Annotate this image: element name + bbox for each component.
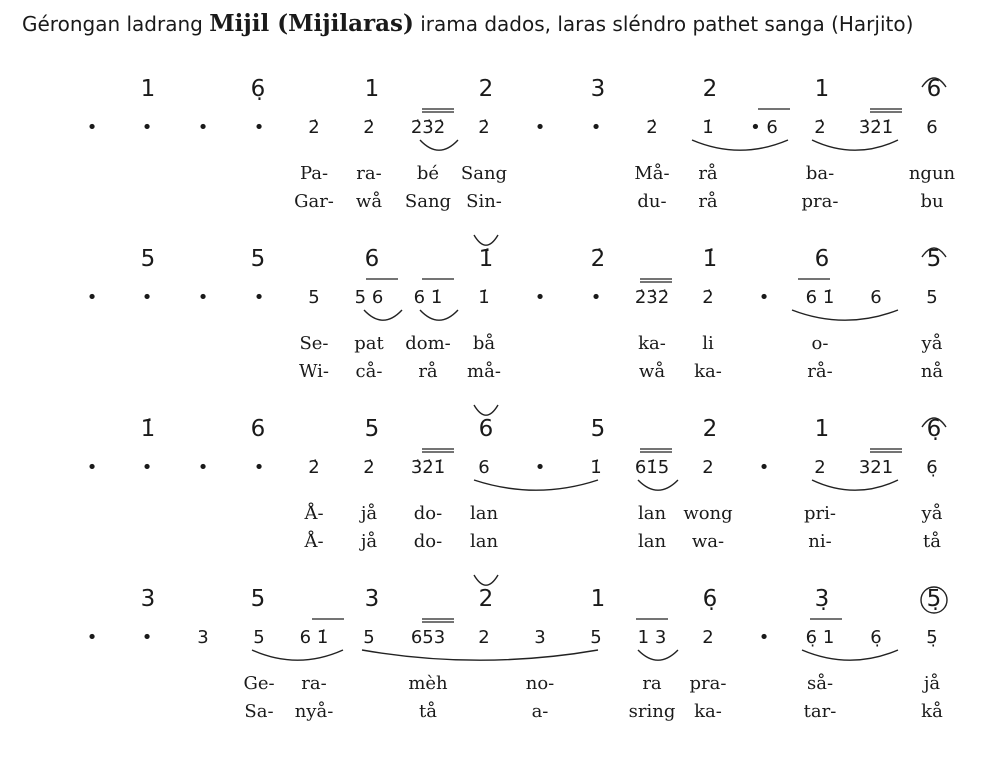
notation-system-2 xyxy=(0,245,1000,425)
balungan-note: 1̇ xyxy=(140,416,156,442)
lyric-line1-syllable: pri- xyxy=(804,503,836,524)
balungan-note: 1 xyxy=(364,76,380,102)
lyric-line1-syllable: ra xyxy=(642,673,662,694)
vocal-note: • xyxy=(197,457,209,478)
lyric-line2-syllable: lan xyxy=(637,531,667,552)
lyric-line1-syllable: rå xyxy=(698,163,718,184)
vocal-note: 5 xyxy=(590,627,602,648)
note-grouping-bar xyxy=(810,618,842,622)
vocal-note: • 6 xyxy=(750,117,778,138)
vocal-note: 6 1̇ xyxy=(299,627,329,648)
lyric-line2-syllable: Wi- xyxy=(298,361,330,382)
vocal-note: 2 xyxy=(702,627,714,648)
lyric-line1-syllable: bå xyxy=(472,333,496,354)
vocal-note: • xyxy=(534,117,546,138)
note-grouping-bar xyxy=(798,278,830,282)
balungan-note: 3̣ xyxy=(814,586,830,612)
page-title xyxy=(22,10,913,37)
melisma-slur xyxy=(362,308,404,322)
vocal-note: • xyxy=(141,287,153,308)
vocal-note: • xyxy=(141,627,153,648)
lyric-line1-syllable: lan xyxy=(469,503,499,524)
note-grouping-bar xyxy=(422,448,454,455)
melisma-slur xyxy=(810,478,900,492)
lyric-line2-syllable: ka- xyxy=(694,361,722,382)
lyric-line2-syllable: wa- xyxy=(691,531,725,552)
lyric-line2-syllable: Sa- xyxy=(244,701,274,722)
balungan-note: 5 xyxy=(926,246,942,272)
balungan-note: 2 xyxy=(702,76,718,102)
note-grouping-bar xyxy=(422,278,454,282)
vocal-note: 3̇2̇1̇ xyxy=(858,117,894,138)
notation-system-1 xyxy=(0,75,1000,255)
balungan-note: 1̇ xyxy=(478,246,494,272)
lyric-line1-syllable: pat xyxy=(354,333,384,354)
melisma-slur xyxy=(360,648,600,662)
lyric-line2-syllable: Gar- xyxy=(294,191,334,212)
vocal-note: • xyxy=(758,287,770,308)
vocal-note: 1̇ xyxy=(590,457,602,478)
melisma-slur xyxy=(418,138,460,152)
vocal-note: • xyxy=(758,627,770,648)
lyric-line1-syllable: wong xyxy=(683,503,733,524)
lyric-line1-syllable: mèh xyxy=(408,673,448,694)
melisma-slur xyxy=(636,648,680,662)
melisma-slur xyxy=(418,308,460,322)
title-prefix: Gérongan ladrang xyxy=(22,12,210,36)
note-grouping-bar xyxy=(758,108,790,112)
vocal-note: 3 xyxy=(534,627,546,648)
vocal-note: 5 xyxy=(253,627,265,648)
vocal-note: 2̇ xyxy=(478,117,490,138)
balungan-note: 3 xyxy=(590,76,606,102)
balungan-note: 6 xyxy=(478,416,494,442)
vocal-note: • xyxy=(534,287,546,308)
vocal-note: 5 xyxy=(308,287,320,308)
lyric-line2-syllable: sring xyxy=(628,701,676,722)
gong-mark xyxy=(920,75,948,89)
vocal-note: • xyxy=(534,457,546,478)
lyric-line2-syllable: nå xyxy=(920,361,944,382)
note-grouping-bar xyxy=(870,448,902,455)
balungan-note: 5 xyxy=(590,416,606,442)
vocal-note: 5 6 xyxy=(354,287,384,308)
lyric-line1-syllable: Må- xyxy=(634,163,670,184)
vocal-note: 6̣ 1 xyxy=(805,627,835,648)
lyric-line2-syllable: cå- xyxy=(355,361,383,382)
balungan-note: 1 xyxy=(814,76,830,102)
lyric-line1-syllable: ra- xyxy=(356,163,382,184)
balungan-note: 6̣ xyxy=(702,586,718,612)
lyric-line2-syllable: wå xyxy=(355,191,383,212)
vocal-note: 1 3 xyxy=(637,627,667,648)
lyric-line2-syllable: do- xyxy=(413,531,443,552)
lyric-line1-syllable: bé xyxy=(416,163,440,184)
balungan-note: 5 xyxy=(250,246,266,272)
gong-circle xyxy=(919,585,949,615)
kenong-mark xyxy=(472,233,500,247)
balungan-note: 6 xyxy=(364,246,380,272)
melisma-slur xyxy=(800,648,900,662)
balungan-note: 3 xyxy=(140,586,156,612)
lyric-line1-syllable: dom- xyxy=(405,333,451,354)
balungan-note: 1 xyxy=(590,586,606,612)
title-piece-name: Mijil (Mijilaras) xyxy=(209,10,414,37)
melisma-slur xyxy=(690,138,790,152)
balungan-note: 2 xyxy=(478,76,494,102)
vocal-note: 2̇ xyxy=(308,457,320,478)
balungan-note: 2 xyxy=(478,586,494,612)
vocal-note: 6 1̇ xyxy=(413,287,443,308)
balungan-note: 1̇ xyxy=(702,246,718,272)
balungan-note: 5̣ xyxy=(926,586,942,612)
vocal-note: 6 xyxy=(870,287,882,308)
notation-system-3 xyxy=(0,415,1000,595)
vocal-note: • xyxy=(590,287,602,308)
lyric-line1-syllable: li xyxy=(702,333,714,354)
balungan-note: 6 xyxy=(926,76,942,102)
vocal-note: • xyxy=(197,287,209,308)
vocal-note: • xyxy=(86,457,98,478)
vocal-note: 653 xyxy=(410,627,446,648)
vocal-note: 2 xyxy=(702,457,714,478)
vocal-note: • xyxy=(590,117,602,138)
vocal-note: 6 1̇ xyxy=(805,287,835,308)
vocal-note: 1̇ xyxy=(478,287,490,308)
vocal-note: 6̣ xyxy=(870,627,882,648)
lyric-line2-syllable: rå xyxy=(418,361,438,382)
lyric-line1-syllable: lan xyxy=(637,503,667,524)
vocal-note: 2̇ xyxy=(363,117,375,138)
lyric-line1-syllable: ka- xyxy=(638,333,666,354)
lyric-line2-syllable: Å- xyxy=(304,531,324,552)
lyric-line2-syllable: ka- xyxy=(694,701,722,722)
vocal-note: 2 xyxy=(814,457,826,478)
balungan-note: 1 xyxy=(140,76,156,102)
vocal-note: 2̇3̇2̇ xyxy=(634,287,670,308)
vocal-note: 6̣ xyxy=(926,457,938,478)
lyric-line1-syllable: jå xyxy=(360,503,378,524)
lyric-line1-syllable: yå xyxy=(921,503,943,524)
balungan-note: 5 xyxy=(250,586,266,612)
vocal-note: 2 xyxy=(478,627,490,648)
balungan-note: 6̣ xyxy=(926,416,942,442)
balungan-note: 2̇ xyxy=(590,246,606,272)
lyric-line1-syllable: yå xyxy=(921,333,943,354)
melisma-slur xyxy=(472,478,600,492)
gong-mark xyxy=(920,245,948,259)
lyric-line1-syllable: ba- xyxy=(805,163,835,184)
vocal-note: • xyxy=(141,117,153,138)
note-grouping-bar xyxy=(366,278,398,282)
lyric-line1-syllable: Sang xyxy=(460,163,508,184)
vocal-note: 61̇5 xyxy=(634,457,670,478)
note-grouping-bar xyxy=(422,108,454,115)
vocal-note: • xyxy=(86,117,98,138)
lyric-line1-syllable: ra- xyxy=(301,673,327,694)
lyric-line2-syllable: må- xyxy=(467,361,501,382)
note-grouping-bar xyxy=(422,618,454,625)
lyric-line1-syllable: pra- xyxy=(689,673,727,694)
lyric-line1-syllable: så- xyxy=(806,673,834,694)
vocal-note: • xyxy=(253,287,265,308)
note-grouping-bar xyxy=(870,108,902,115)
lyric-line2-syllable: bu xyxy=(920,191,944,212)
balungan-note: 6̣ xyxy=(250,76,266,102)
kenong-mark xyxy=(472,403,500,417)
title-suffix: irama dados, laras sléndro pathet sanga (Harjito) xyxy=(413,12,914,36)
lyric-line1-syllable: ngun xyxy=(908,163,956,184)
lyric-line2-syllable: jå xyxy=(360,531,378,552)
balungan-note: 6 xyxy=(814,246,830,272)
lyric-line1-syllable: no- xyxy=(525,673,555,694)
vocal-note: • xyxy=(253,457,265,478)
vocal-note: 2̇ xyxy=(702,287,714,308)
balungan-note: 5 xyxy=(364,416,380,442)
vocal-note: 5 xyxy=(926,287,938,308)
lyric-line2-syllable: rå- xyxy=(807,361,833,382)
vocal-note: 5̣ xyxy=(926,627,938,648)
vocal-note: 2̇ xyxy=(646,117,658,138)
lyric-line1-syllable: do- xyxy=(413,503,443,524)
lyric-line1-syllable: jå xyxy=(923,673,941,694)
balungan-note: 1 xyxy=(814,416,830,442)
lyric-line2-syllable: rå xyxy=(698,191,718,212)
lyric-line2-syllable: du- xyxy=(637,191,667,212)
vocal-note: • xyxy=(758,457,770,478)
balungan-note: 5 xyxy=(140,246,156,272)
vocal-note: • xyxy=(197,117,209,138)
lyric-line2-syllable: pra- xyxy=(801,191,839,212)
vocal-note: 2̇3̇2̇ xyxy=(410,117,446,138)
vocal-note: • xyxy=(86,287,98,308)
note-grouping-bar xyxy=(640,448,672,455)
vocal-note: • xyxy=(141,457,153,478)
melisma-slur xyxy=(790,308,900,322)
notation-system-4 xyxy=(0,585,1000,765)
lyric-line1-syllable: Se- xyxy=(299,333,329,354)
melisma-slur xyxy=(810,138,900,152)
lyric-line2-syllable: kå xyxy=(921,701,943,722)
balungan-note: 6 xyxy=(250,416,266,442)
balungan-note: 2 xyxy=(702,416,718,442)
lyric-line2-syllable: tå xyxy=(923,531,941,552)
note-grouping-bar xyxy=(312,618,344,622)
lyric-line2-syllable: tar- xyxy=(803,701,837,722)
vocal-note: 1̇ xyxy=(702,117,714,138)
note-grouping-bar xyxy=(640,278,672,285)
kenong-mark xyxy=(472,573,500,587)
lyric-line2-syllable: Sang xyxy=(404,191,452,212)
lyric-line1-syllable: Å- xyxy=(304,503,324,524)
vocal-note: 2̇ xyxy=(363,457,375,478)
lyric-line2-syllable: nyå- xyxy=(294,701,334,722)
vocal-note: 6 xyxy=(926,117,938,138)
note-grouping-bar xyxy=(636,618,668,622)
vocal-note: 321 xyxy=(858,457,894,478)
melisma-slur xyxy=(636,478,680,492)
lyric-line2-syllable: wå xyxy=(638,361,666,382)
vocal-note: 3 xyxy=(197,627,209,648)
vocal-note: 6 xyxy=(478,457,490,478)
lyric-line2-syllable: ni- xyxy=(808,531,832,552)
lyric-line1-syllable: o- xyxy=(811,333,829,354)
lyric-line2-syllable: Sin- xyxy=(466,191,502,212)
melisma-slur xyxy=(250,648,345,662)
lyric-line2-syllable: lan xyxy=(469,531,499,552)
gong-mark xyxy=(920,415,948,429)
lyric-line2-syllable: tå xyxy=(419,701,437,722)
vocal-note: 3̇2̇1̇ xyxy=(410,457,446,478)
vocal-note: 2̇ xyxy=(308,117,320,138)
balungan-note: 3 xyxy=(364,586,380,612)
lyric-line1-syllable: Ge- xyxy=(243,673,275,694)
vocal-note: • xyxy=(86,627,98,648)
lyric-line1-syllable: Pa- xyxy=(299,163,329,184)
vocal-note: 2̇ xyxy=(814,117,826,138)
vocal-note: 5 xyxy=(363,627,375,648)
lyric-line2-syllable: a- xyxy=(531,701,549,722)
vocal-note: • xyxy=(253,117,265,138)
